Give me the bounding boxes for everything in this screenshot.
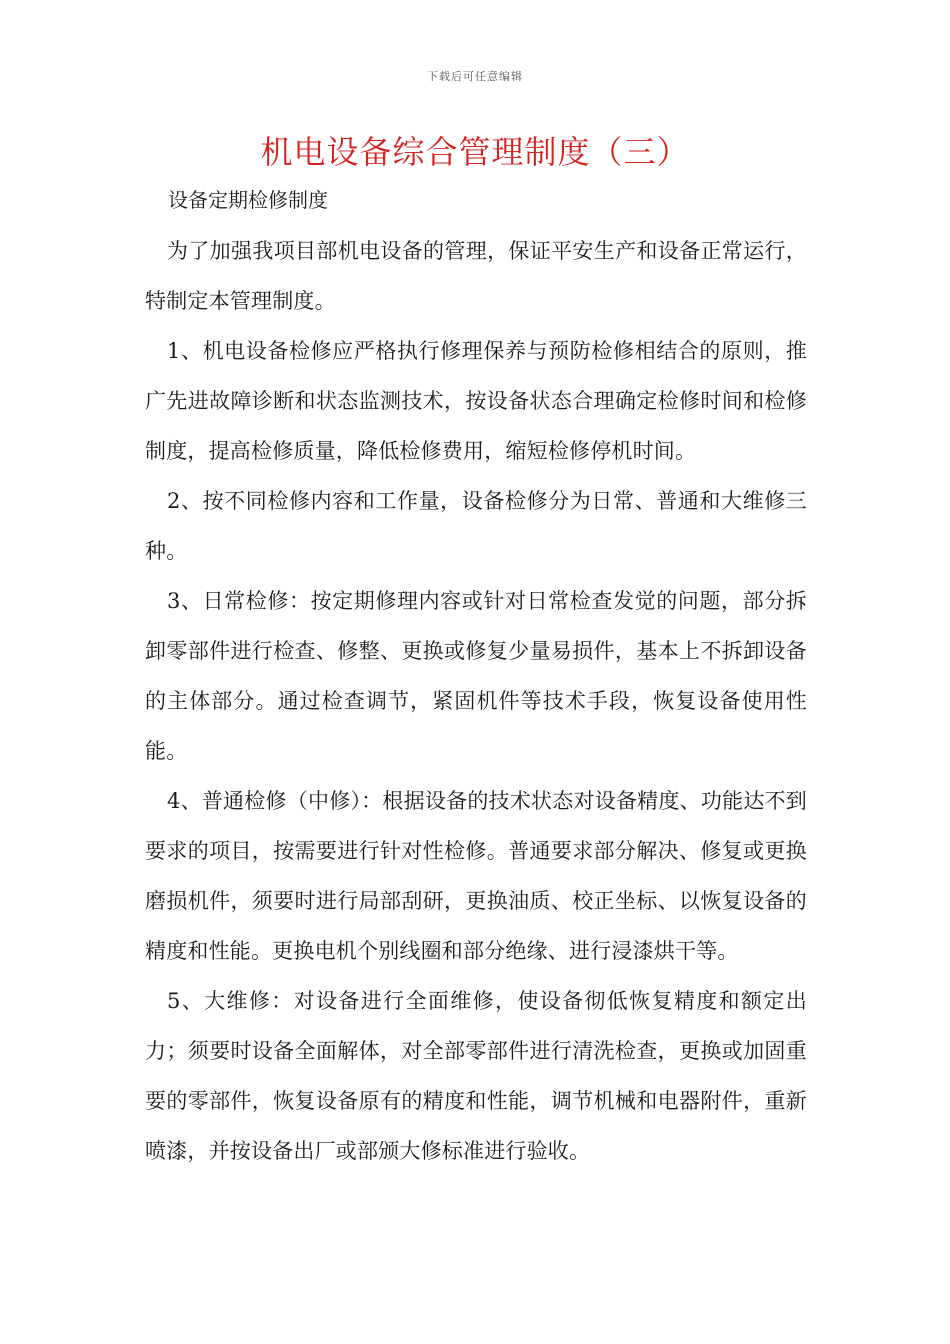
header-note: 下载后可任意编辑 xyxy=(427,70,523,83)
paragraph-1: 1、机电设备检修应严格执行修理保养与预防检修相结合的原则，推广先进故障诊断和状态监测技术，按设备状态合理确定检修时间和检修制度，提高检修质量，降低检修费用，缩短检修停机时间。 xyxy=(145,339,807,463)
paragraph-5: 5、大维修：对设备进行全面维修，使设备彻低恢复精度和额定出力；须要时设备全面解体，对全部零部件进行清洗检查，更换或加固重要的零部件，恢复设备原有的精度和性能，调节机械和电器附件，重新喷漆，并按设备出厂或部颁大修标准进行验收。 xyxy=(145,989,807,1163)
page-title: 机电设备综合管理制度（三） xyxy=(260,133,690,171)
paragraph-4: 4、普通检修（中修）：根据设备的技术状态对设备精度、功能达不到要求的项目，按需要进行针对性检修。普通要求部分解决、修复或更换磨损机件，须要时进行局部刮研，更换油质、校正坐标、以恢复设备的精度和性能。更换电机个别线圈和部分绝缘、进行浸漆烘干等。 xyxy=(145,789,807,963)
paragraph-intro: 为了加强我项目部机电设备的管理，保证平安生产和设备正常运行，特制定本管理制度。 xyxy=(145,239,807,313)
paragraph-3: 3、日常检修：按定期修理内容或针对日常检查发觉的问题，部分拆卸零部件进行检查、修整、更换或修复少量易损件，基本上不拆卸设备的主体部分。通过检查调节，紧固机件等技术手段，恢复设备使用性能。 xyxy=(145,589,807,763)
paragraph-2: 2、按不同检修内容和工作量，设备检修分为日常、普通和大维修三种。 xyxy=(145,489,807,563)
section-subtitle: 设备定期检修制度 xyxy=(168,188,328,212)
document-body xyxy=(145,226,807,1176)
